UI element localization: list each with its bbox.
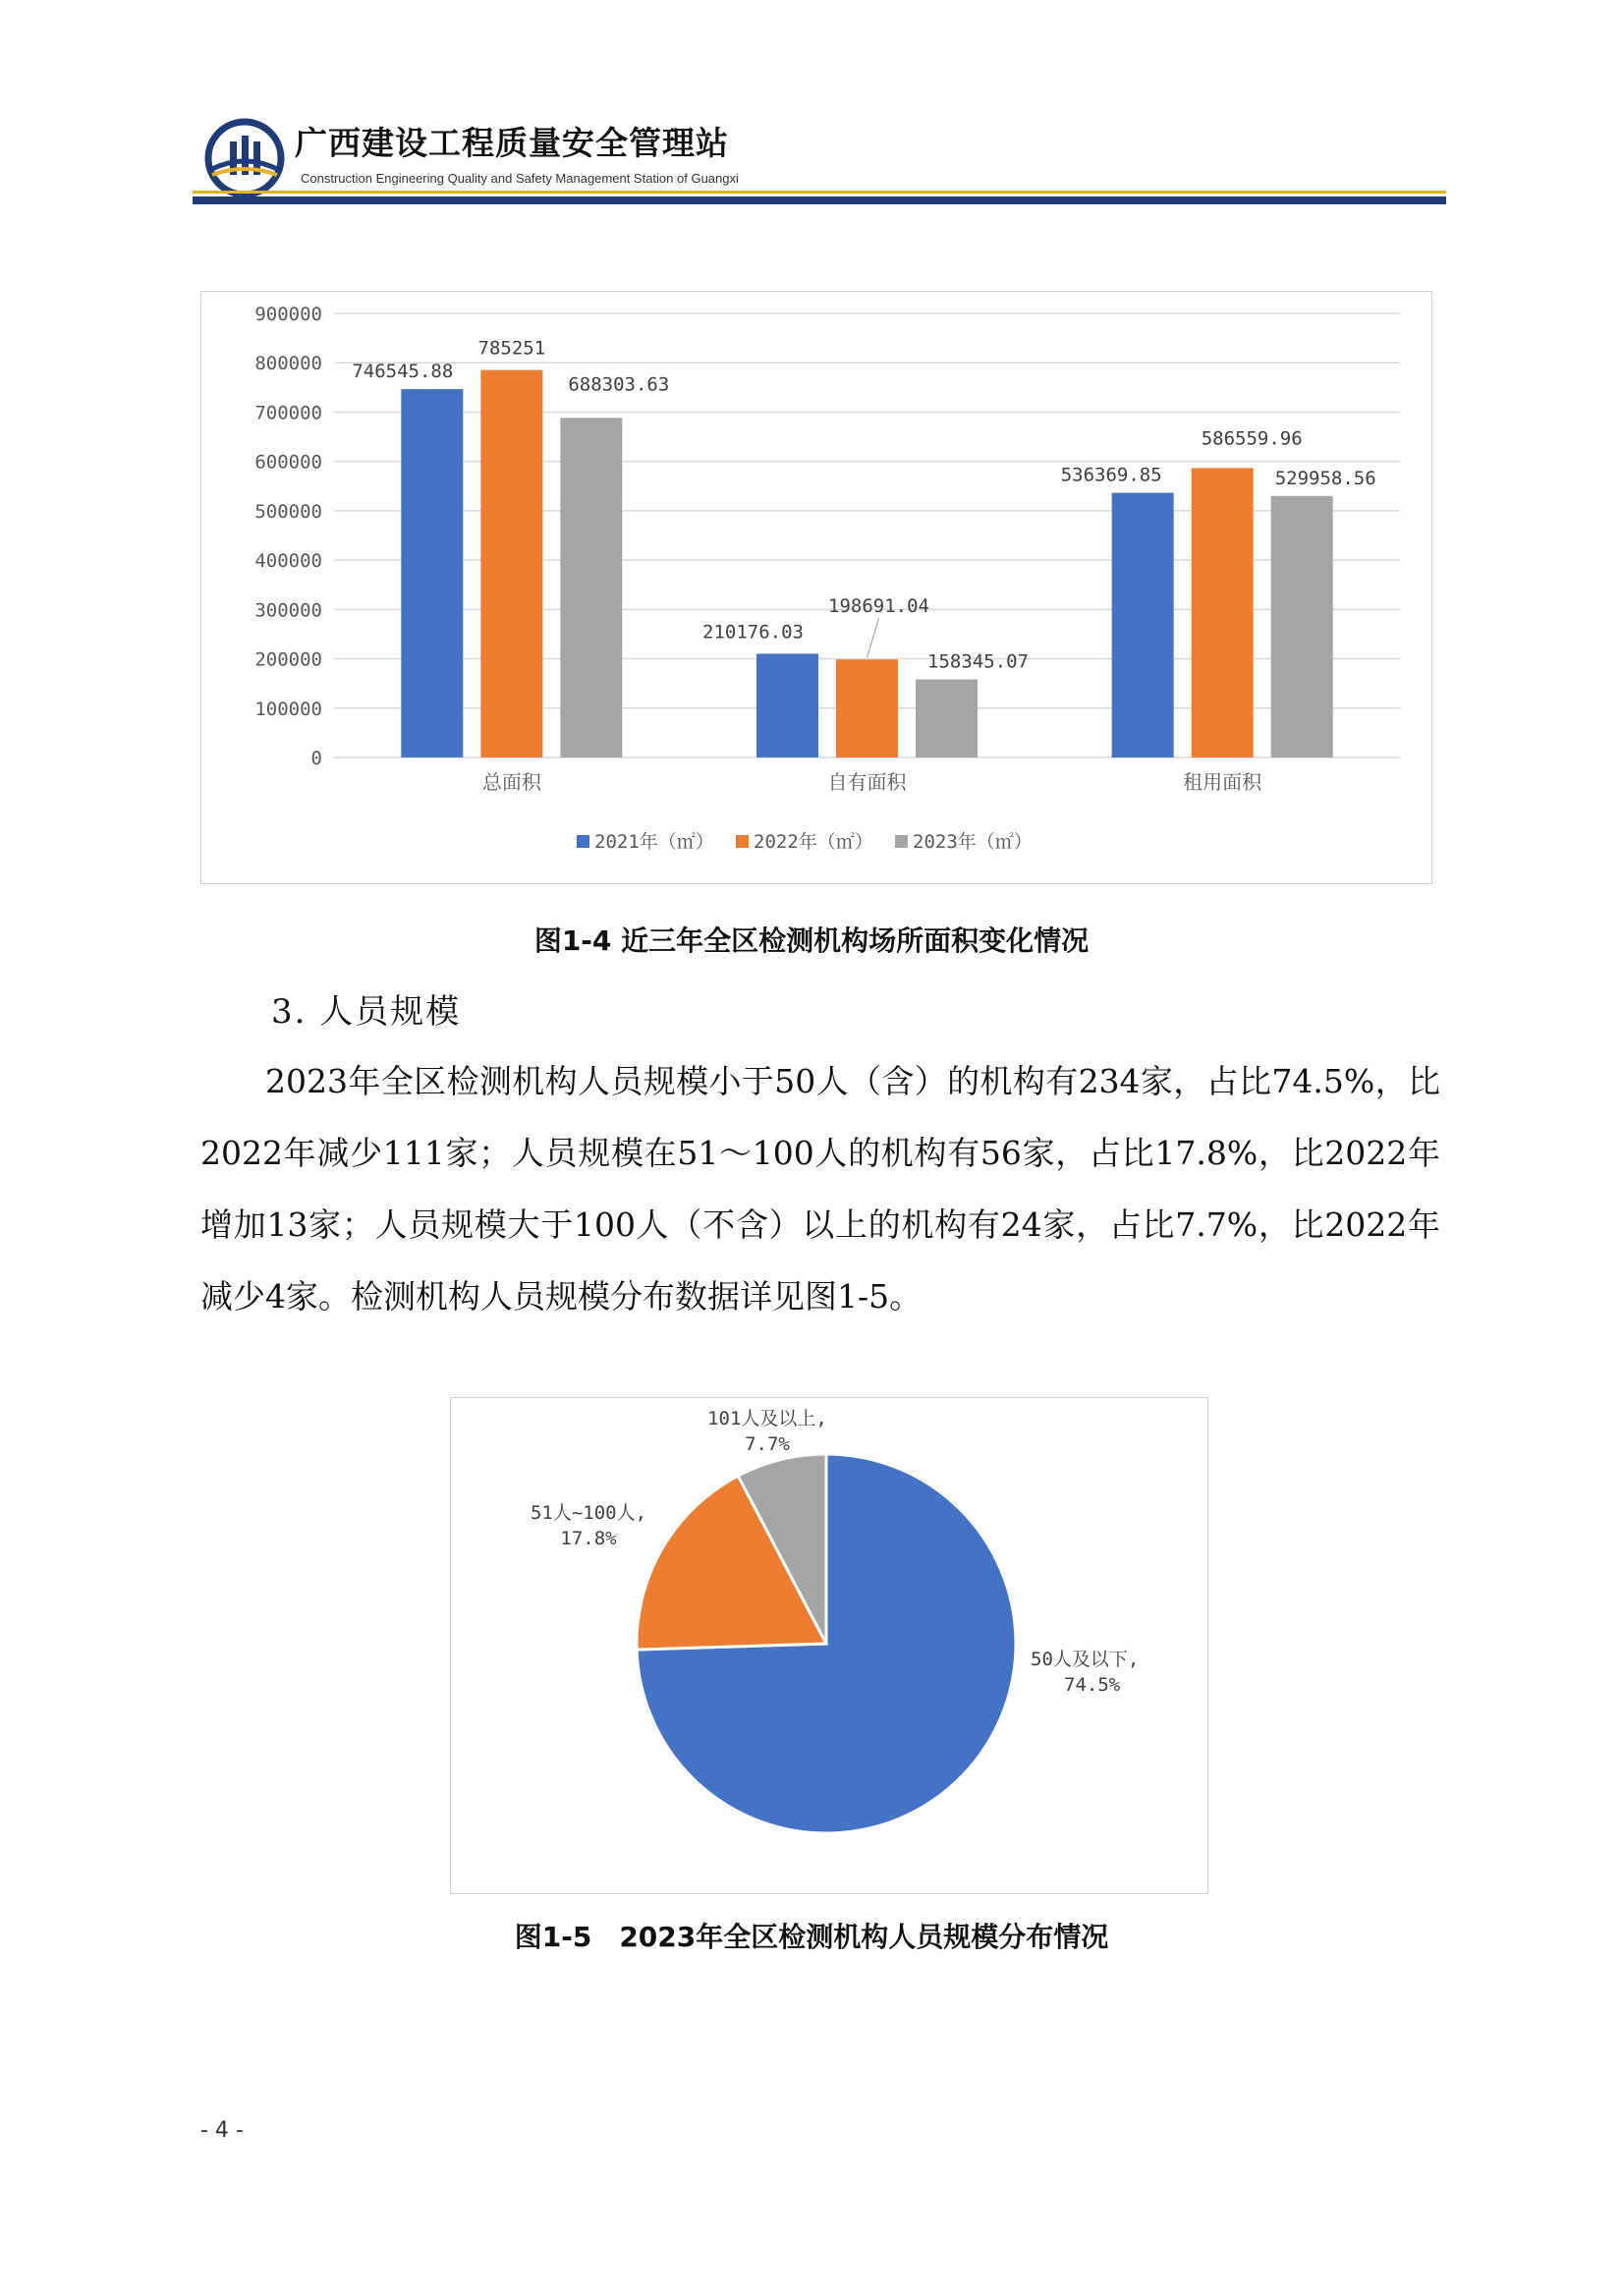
header-rule-gold [193, 191, 1446, 194]
section-heading: 3. 人员规模 [271, 992, 462, 1032]
station-logo-icon [204, 118, 285, 198]
body-paragraph: 2023年全区检测机构人员规模小于50人（含）的机构有234家，占比74.5%，比2022年减少111家；人员规模在51～100人的机构有56家，占比17.8%，比2022年增加13家；人员规模大于100人（不含）以上的机构有24家，占比7.7%，比2022年减少4家。检测机构人员规模分布数据详见图1-5。 [200, 1062, 1440, 1316]
pie-slice-label: 101人及以上, [707, 1408, 827, 1429]
legend-swatch [895, 835, 908, 848]
figure-caption-1-4: 图1-4 近三年全区检测机构场所面积变化情况 [533, 924, 1090, 957]
legend-label: 2022年（㎡） [754, 831, 873, 853]
bar [480, 370, 542, 757]
y-tick-label: 100000 [254, 698, 322, 720]
x-tick-label: 租用面积 [1183, 770, 1262, 794]
y-tick-label: 0 [310, 748, 322, 769]
pie-chart [451, 1398, 1209, 1895]
x-tick-label: 总面积 [481, 770, 541, 794]
y-tick-label: 900000 [254, 304, 322, 325]
y-tick-label: 400000 [254, 550, 322, 573]
data-label: 536369.85 [1060, 464, 1162, 486]
bar [1271, 496, 1333, 757]
data-label: 746545.88 [352, 361, 454, 383]
y-tick-label: 600000 [254, 451, 322, 474]
y-tick-label: 300000 [254, 599, 322, 622]
pie-slice-label: 51人~100人, [530, 1502, 647, 1524]
bar [756, 653, 818, 757]
page-header [193, 110, 1446, 208]
bar [836, 659, 898, 757]
legend-swatch [577, 835, 589, 848]
header-rule-navy [193, 196, 1446, 204]
data-label-leader [867, 618, 879, 657]
pie-slice-value: 17.8% [560, 1528, 617, 1549]
bar [916, 679, 978, 757]
x-tick-label: 自有面积 [827, 770, 907, 794]
org-name-en: Construction Engineering Quality and Safety Management Station of Guangxi [301, 171, 739, 186]
page-number: - 4 - [200, 2118, 244, 2143]
legend-label: 2021年（㎡） [594, 831, 714, 853]
pie-slice-value: 7.7% [745, 1433, 790, 1455]
data-label: 529958.56 [1274, 467, 1376, 489]
y-tick-label: 500000 [254, 500, 322, 523]
data-label: 688303.63 [568, 373, 670, 396]
pie-chart-frame [450, 1397, 1208, 1894]
pie-slice-label: 50人及以下, [1031, 1649, 1140, 1670]
bar [401, 389, 463, 757]
legend-swatch [736, 835, 749, 848]
y-tick-label: 200000 [254, 648, 322, 671]
bar [1192, 468, 1254, 757]
bar [1112, 493, 1174, 757]
data-label: 198691.04 [828, 595, 929, 618]
legend-label: 2023年（㎡） [913, 831, 1033, 853]
data-label: 785251 [477, 337, 546, 360]
figure-caption-1-5: 图1-5 2023年全区检测机构人员规模分布情况 [514, 1921, 1109, 1953]
y-tick-label: 800000 [254, 353, 322, 375]
pie-slice-value: 74.5% [1064, 1674, 1121, 1696]
bar-chart-frame [200, 291, 1432, 884]
data-label: 586559.96 [1201, 427, 1303, 450]
bar [560, 418, 622, 757]
bar-chart [201, 292, 1433, 885]
org-name: 广西建设工程质量安全管理站 [295, 124, 729, 162]
y-tick-label: 700000 [254, 402, 322, 424]
data-label: 158345.07 [927, 650, 1029, 673]
data-label: 210176.03 [702, 621, 804, 644]
